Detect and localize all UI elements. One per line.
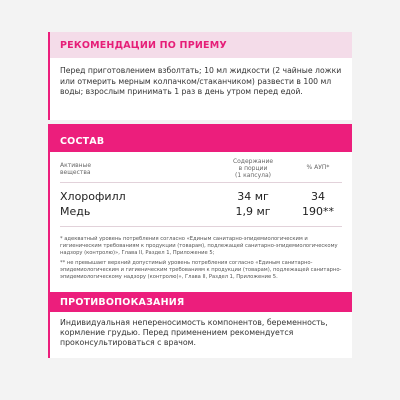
row-pct: 190** <box>302 205 334 218</box>
footnote-upper-limit: ** не превышает верхний допустимый уровень потребления согласно «Единым санитарно-эпидемиологическим и гигиеническим требованиям к продукции (товарам), подлежащей санитарно-эпидемиологическому надзору (контролю)», Глава II, Раздел 1, Приложение 5. <box>60 259 342 281</box>
composition-footnotes <box>60 236 342 283</box>
contraindications-card <box>48 292 352 358</box>
col-aut-header: % АУП* <box>306 164 330 171</box>
row-amount: 34 мг <box>237 190 269 203</box>
recommendations-text: Перед приготовлением взболтать; 10 мл жидкости (2 чайные ложки или отмерить мерным колпачком/стаканчиком) развести в 100 мл воды; взрослым принимать 1 раз в день утром перед едой. <box>60 66 342 97</box>
col-portion-header: Содержание в порции (1 капсула) <box>232 158 274 179</box>
col-active-header: Активные вещества <box>60 162 92 176</box>
row-pct: 34 <box>311 190 325 203</box>
row-name: Хлорофилл <box>60 190 126 203</box>
footnote-adequate: * адекватный уровень потребления согласно «Единым санитарно-эпидемиологическим и гигиеническим требованиям к продукции (товарам), подлежащей санитарно-эпидемиологическому надзору (контролю)», Глава II, Раздел 1, Приложение 5; <box>60 236 338 257</box>
recommendations-card <box>48 32 352 120</box>
table-divider <box>60 182 342 183</box>
row-amount: 1,9 мг <box>235 205 271 218</box>
contraindications-title: ПРОТИВОПОКАЗАНИЯ <box>50 292 352 312</box>
composition-card <box>48 130 352 308</box>
table-row <box>60 190 342 204</box>
table-divider <box>60 226 342 227</box>
recommendations-title: РЕКОМЕНДАЦИИ ПО ПРИЕМУ <box>50 32 352 58</box>
row-name: Медь <box>60 205 91 218</box>
table-row <box>60 205 342 219</box>
composition-table-header <box>50 152 352 182</box>
contraindications-text: Индивидуальная непереносимость компонентов, беременность, кормление грудью. Перед применением рекомендуется проконсультироваться с врачом. <box>60 318 328 347</box>
composition-title: СОСТАВ <box>50 130 352 152</box>
